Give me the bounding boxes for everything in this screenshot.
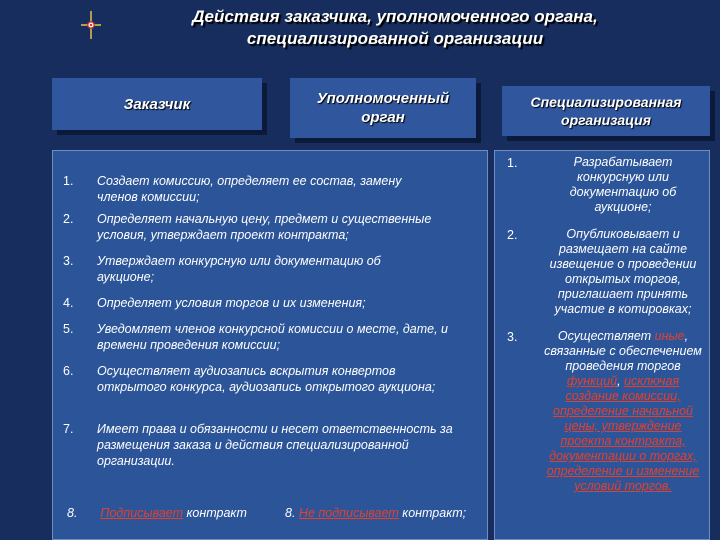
sign-contract-verb: Подписывает [100,506,184,520]
authorized-body-header [290,78,476,138]
title-line-1: Действия заказчика, уполномоченного органа, [192,7,598,26]
right-item-3-comma2: , [617,374,625,388]
not-sign-contract-rest: контракт; [398,506,467,520]
right-item-3-text [541,329,705,494]
right-item-num: 2. [507,228,518,242]
left-item-num: 7. [63,422,74,436]
right-item-text: Разрабатывает конкурсную или документацию об аукционе; [569,155,677,214]
left-item-text: Утверждает конкурсную или документацию об аукционе; [97,254,381,284]
left-item-text: Создает комиссию, определяет ее состав, замену членов комиссии; [97,174,402,204]
right-item-3-except: исключая [624,374,680,388]
left-item-text: Уведомляет членов конкурсной комиссии о месте, дате, и времени проведения комиссии; [97,322,449,352]
specialized-org-header [502,86,710,136]
right-item-3-functions: функций [566,374,618,388]
not-sign-contract-num: 8. [285,506,296,520]
specialized-org-actions-panel [494,150,710,540]
left-item-num: 1. [63,174,74,188]
left-item-text: Имеет права и обязанности и несет ответственность за размещения заказа и действия специализированной организации. [97,422,453,468]
compass-star-icon [80,10,102,40]
not-sign-contract-verb: Не подписывает [298,506,399,520]
left-item-num: 6. [63,364,74,378]
sign-contract-item [67,505,267,521]
customer-header [52,78,262,130]
right-item-num: 3. [507,330,518,344]
right-item-3-comma: , [684,329,689,343]
right-item-3-pre: Осуществляет [557,329,655,343]
left-item-num: 3. [63,254,74,268]
customer-header-label: Заказчик [123,95,191,113]
left-item-num: 2. [63,212,74,226]
left-item-text: Определяет условия торгов и их изменения; [97,296,366,310]
right-item-text: Опубликовывает и размещает на сайте извещение о проведении открытых торгов, приглашает принять участие в котировках; [549,227,697,316]
not-sign-contract-item [285,505,485,521]
authorized-header-line-2: орган [361,109,405,126]
right-item-3-red-word: иные [654,329,685,343]
sign-contract-rest: контракт [183,506,247,520]
left-item-num: 5. [63,322,74,336]
page-title [110,6,680,50]
right-item-num: 1. [507,156,518,170]
specialized-header-line-2: организация [561,112,651,128]
left-item-num: 4. [63,296,74,310]
left-item-text: Осуществляет аудиозапись вскрытия конвертов открытого конкурса, аудиозапись открытого аукциона; [97,364,436,394]
customer-actions-panel [52,150,488,540]
sign-contract-num: 8. [67,506,78,520]
right-item-3-tail: создание комиссии, определение начальной цены, утверждение проекта контракта, документации о торгах, определение и изменение условий торгов. [546,389,700,493]
title-line-2: специализированной организации [246,29,544,48]
authorized-header-line-1: Уполномоченный [316,90,450,107]
right-item-3-middle: связанные с обеспечением проведения торгов [544,344,702,373]
left-item-text: Определяет начальную цену, предмет и существенные условия, утверждает проект контракта; [97,212,432,242]
specialized-header-line-1: Специализированная [530,94,682,110]
